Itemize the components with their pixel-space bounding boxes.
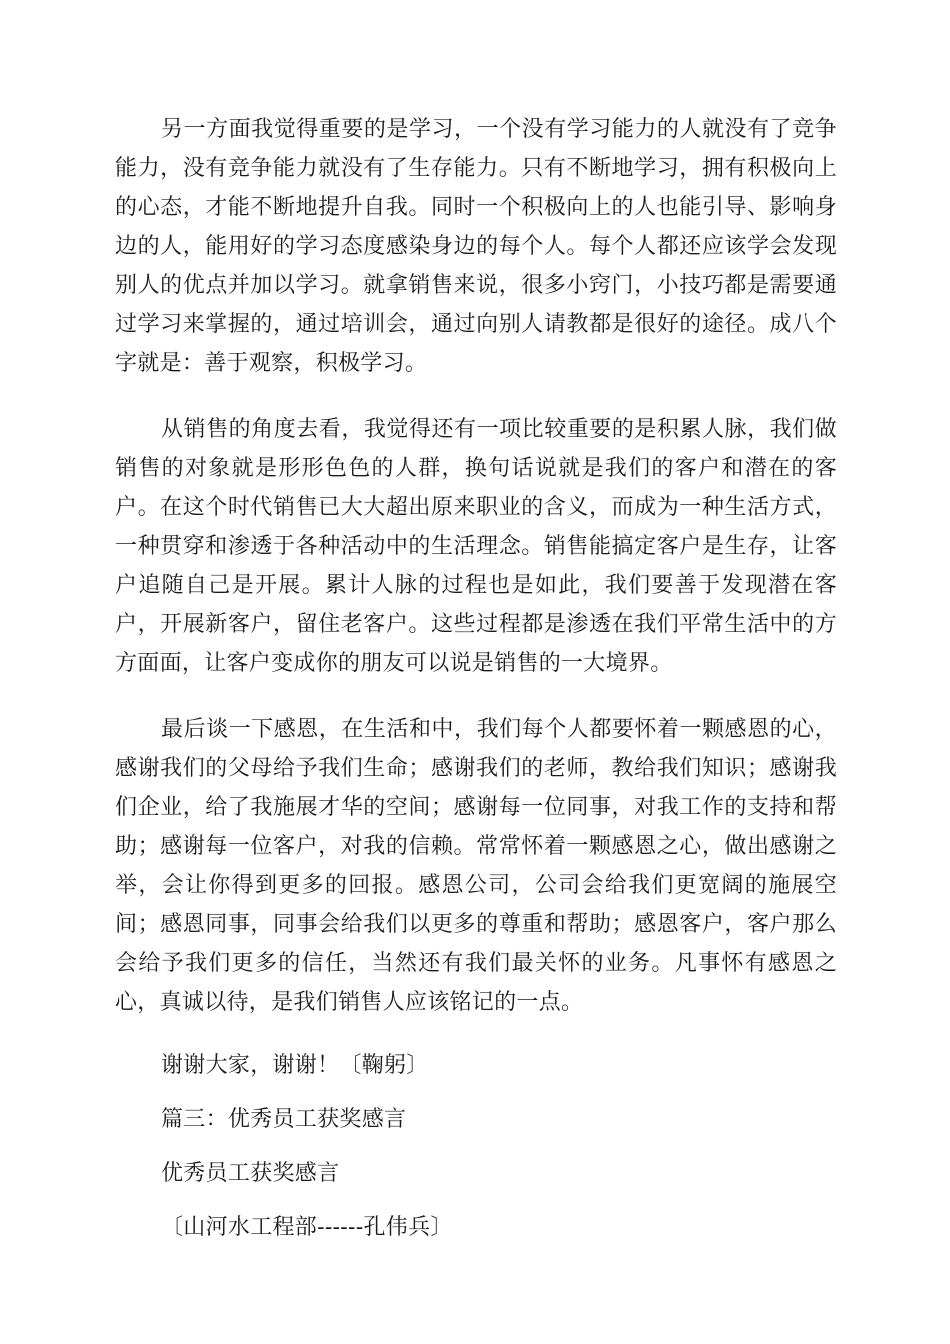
article-title: 优秀员工获奖感言 [161, 1161, 340, 1186]
author-line: 〔山河水工程部------孔伟兵〕 [161, 1215, 453, 1240]
paragraph-learning: 另一方面我觉得重要的是学习，一个没有学习能力的人就没有了竞争能力，没有竞争能力就没有了生存能力。只有不断地学习，拥有积极向上的心态，才能不断地提升自我。同时一个积极向上的人也能引导、影响身边的人，能用好的学习态度感染身边的每个人。每个人都还应该学会发现别人的优点并加以学习。就拿销售来说，很多小窍门，小技巧都是需要通过学习来掌握的，通过培训会，通过向别人请教都是很好的途径。成八个字就是：善于观察，积极学习。 [115, 117, 837, 376]
paragraph-gratitude: 最后谈一下感恩，在生活和中，我们每个人都要怀着一颗感恩的心，感谢我们的父母给予我们生命；感谢我们的老师，教给我们知识；感谢我们企业，给了我施展才华的空间；感谢每一位同事，对我工作的支持和帮助；感谢每一位客户，对我的信赖。常常怀着一颗感恩之心，做出感谢之举，会让你得到更多的回报。感恩公司，公司会给我们更宽阔的施展空间；感恩同事，同事会给我们以更多的尊重和帮助；感恩客户，客户那么会给予我们更多的信任，当然还有我们最关怀的业务。凡事怀有感恩之心，真诚以待，是我们销售人应该铭记的一点。 [115, 717, 837, 1015]
paragraph-networking: 从销售的角度去看，我觉得还有一项比较重要的是积累人脉，我们做销售的对象就是形形色色的人群，换句话说就是我们的客户和潜在的客户。在这个时代销售已大大超出原来职业的含义，而成为一种生活方式，一种贯穿和渗透于各种活动中的生活理念。销售能搞定客户是生存，让客户追随自己是开展。累计人脉的过程也是如此，我们要善于发现潜在客户，开展新客户，留住老客户。这些过程都是渗透在我们平常生活中的方方面面，让客户变成你的朋友可以说是销售的一大境界。 [115, 417, 837, 676]
section-heading: 篇三：优秀员工获奖感言 [161, 1107, 407, 1132]
document-body [115, 110, 837, 1265]
closing-thanks: 谢谢大家，谢谢！〔鞠躬〕 [161, 1053, 429, 1078]
